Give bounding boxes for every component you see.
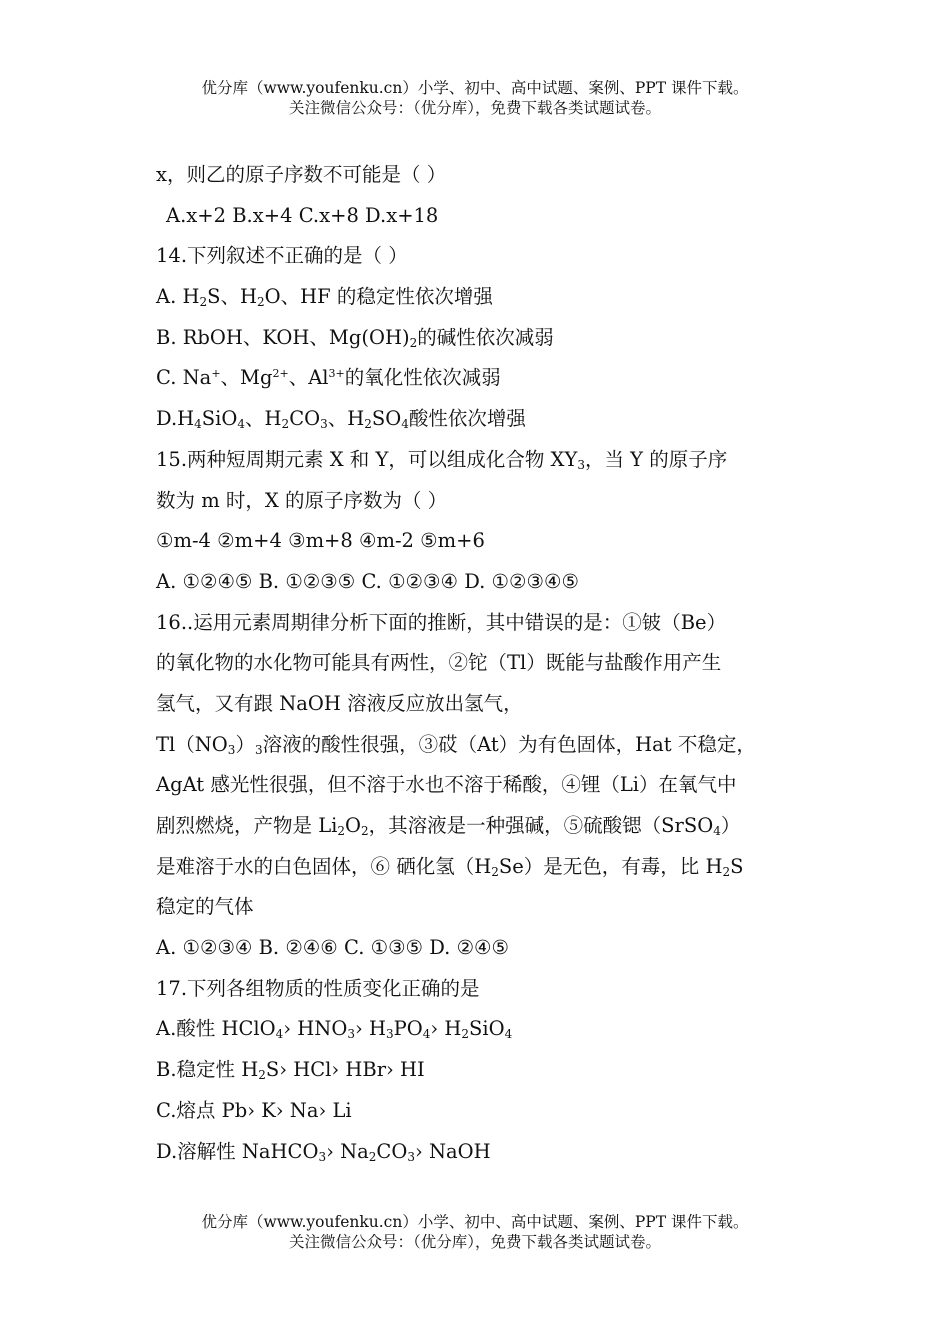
header-line-1: 优分库（www.youfenku.cn）小学、初中、高中试题、案例、PPT 课件下载。 — [201, 79, 749, 97]
q13-options: A.x+2 B.x+4 C.x+8 D.x+18 — [166, 203, 439, 227]
q16-stem-line-2: 的氧化物的水化物可能具有两性，②铊（Tl）既能与盐酸作用产生 — [156, 651, 722, 675]
q14-stem: 14.下列叙述不正确的是（ ） — [156, 244, 408, 268]
q17-option-a: A.酸性 HClO$_4$› $HNO_3›$ $H_3PO_4›$ $H_2SiO_4$ — [156, 1017, 513, 1042]
header-line-2: 关注微信公众号：（优分库），免费下载各类试题试卷。 — [288, 99, 661, 117]
page-header — [0, 78, 950, 118]
q17-option-b: B.稳定性 $H_2S›$ HCl› HBr› HI — [156, 1058, 425, 1083]
q16-stem-line-3: 氢气，又有跟 NaOH 溶液反应放出氢气， — [156, 691, 523, 715]
q14-option-d: $D.H_4SiO_4$、$H_2CO_3$、$H_2SO_4$酸性依次增强 — [156, 407, 526, 432]
q15-stem-line-2: 数为 m 时，X 的原子序数为（ ） — [156, 488, 448, 512]
q13-tail: x，则乙的原子序数不可能是（ ） — [156, 163, 447, 186]
q17-option-d: D.溶解性 NaHCO$_3$› $Na_2CO_3›$ NaOH — [156, 1139, 491, 1164]
page-footer — [0, 1212, 950, 1252]
q14-option-a: A. $H_2S$、$H_2O$、HF 的稳定性依次增强 — [156, 285, 493, 310]
q17-option-c: C.熔点 Pb› K› Na› Li — [156, 1098, 352, 1122]
q15-options: A. ①②④⑤ B. ①②③⑤ C. ①②③④ D. ①②③④⑤ — [156, 569, 579, 593]
q15-items: ①m-4 ②m+4 ③m+8 ④m-2 ⑤m+6 — [156, 529, 485, 553]
q16-stem-line-4: $Tl(NO_3)_3$溶液的酸性很强，③砹（At）为有色固体，Hat 不稳定， — [156, 732, 756, 757]
q15-stem-line-1: 15.两种短周期元素 X 和 Y，可以组成化合物 $XY_3$，当 Y 的原子序 — [156, 447, 728, 472]
q16-stem-line-8: 稳定的气体 — [156, 895, 254, 919]
document-body — [156, 155, 816, 1172]
footer-line-2: 关注微信公众号：（优分库），免费下载各类试题试卷。 — [288, 1233, 661, 1251]
q16-stem-line-6: 剧烈燃烧，产物是 $Li_2O_2$，其溶液是一种强碱，⑤硫酸锶（SrSO$_4$） — [156, 814, 741, 838]
footer-line-1: 优分库（www.youfenku.cn）小学、初中、高中试题、案例、PPT 课件下载。 — [201, 1213, 749, 1231]
q14-option-c: C. Na+、$Mg^{2+}$、$Al^{3+}$的氧化性依次减弱 — [156, 366, 501, 390]
q16-stem-line-5: AgAt 感光性很强，但不溶于水也不溶于稀酸，④锂（Li）在氧气中 — [156, 773, 737, 797]
q16-options: A. ①②③④ B. ②④⑥ C. ①③⑤ D. ②④⑤ — [156, 936, 510, 960]
q16-stem-line-7: 是难溶于水的白色固体，⑥ 硒化氢$(H_2Se)$是无色，有毒，比 $H_2S$ — [156, 854, 744, 879]
q16-stem-line-1: 16..运用元素周期律分析下面的推断，其中错误的是：①铍（Be） — [156, 610, 727, 634]
q14-option-b: B. RbOH、KOH、$Mg(OH)_2$的碱性依次减弱 — [156, 325, 554, 350]
q17-stem: 17.下列各组物质的性质变化正确的是 — [156, 976, 480, 1000]
